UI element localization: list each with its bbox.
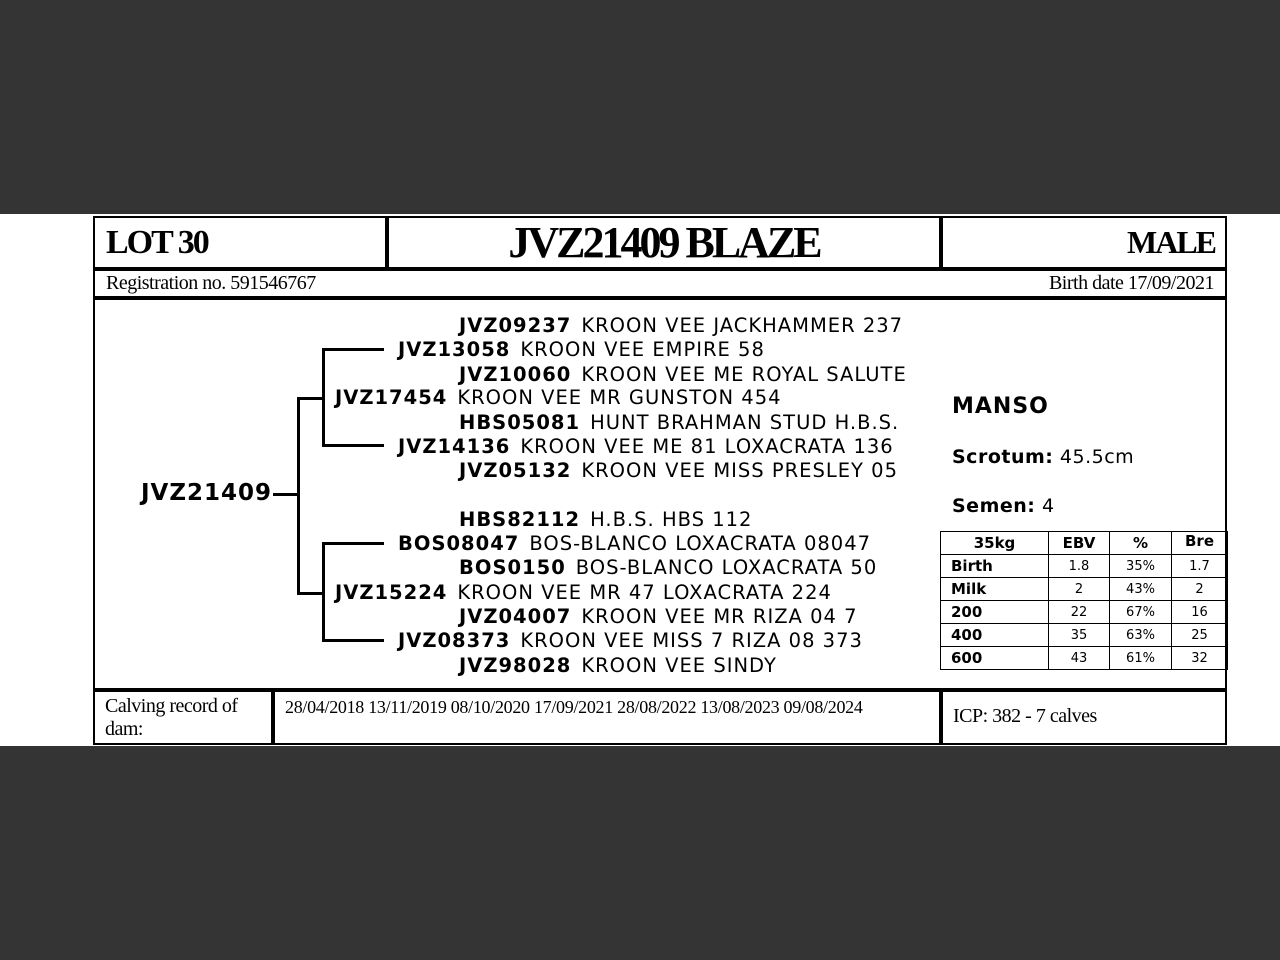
trait-cell: 600: [941, 647, 1049, 670]
pedigree-dss: HBS82112 H.B.S. HBS 112: [459, 508, 753, 531]
bre-cell: 2: [1172, 578, 1228, 601]
pedigree-sds: HBS05081 HUNT BRAHMAN STUD H.B.S.: [459, 411, 900, 434]
pct-cell: 61%: [1110, 647, 1172, 670]
lot-card: [0, 214, 1280, 746]
semen-stat: Semen: 4: [952, 495, 1055, 517]
dam-sire-connector: [322, 542, 384, 545]
sire-bracket-vertical: [322, 348, 325, 447]
calving-dates: 28/04/2018 13/11/2019 08/10/2020 17/09/2021 28/08/2022 13/08/2023 09/08/2024: [285, 697, 863, 717]
bre-cell: 16: [1172, 601, 1228, 624]
ebv-cell: 2: [1049, 578, 1110, 601]
pct-cell: 35%: [1110, 555, 1172, 578]
dam-dam-connector: [322, 639, 384, 642]
trait-cell: 400: [941, 624, 1049, 647]
table-row: [941, 647, 1228, 670]
pedigree-dds: JVZ04007 KROON VEE MR RIZA 04 7: [459, 605, 858, 628]
animal-sex: MALE: [1127, 224, 1215, 260]
ebv-cell: 1.8: [1049, 555, 1110, 578]
animal-title: JVZ21409 BLAZE: [508, 218, 820, 267]
dam-connector: [297, 592, 325, 595]
trait-cell: 200: [941, 601, 1049, 624]
table-row: [941, 601, 1228, 624]
ebv-table: [940, 531, 1228, 670]
icp-summary: ICP: 382 - 7 calves: [953, 705, 1097, 727]
registration-number: Registration no. 591546767: [106, 272, 316, 294]
parents-bracket-vertical: [297, 397, 300, 595]
stats-label: MANSO: [952, 394, 1049, 419]
bre-cell: 1.7: [1172, 555, 1228, 578]
pedigree-dd: JVZ08373 KROON VEE MISS 7 RIZA 08 373: [398, 629, 863, 652]
calving-label-cell: [93, 690, 273, 745]
pct-cell: 43%: [1110, 578, 1172, 601]
pedigree-sss: JVZ09237 KROON VEE JACKHAMMER 237: [459, 314, 904, 337]
table-row: [941, 578, 1228, 601]
table-row: [941, 555, 1228, 578]
dam-bracket-vertical: [322, 542, 325, 642]
pedigree-sd: JVZ14136 KROON VEE ME 81 LOXACRATA 136: [398, 435, 894, 458]
lot-cell: [93, 216, 387, 269]
pedigree-dsd: BOS0150 BOS-BLANCO LOXACRATA 50: [459, 556, 878, 579]
calving-dates-cell: [273, 690, 941, 745]
pedigree-ds: BOS08047 BOS-BLANCO LOXACRATA 08047: [398, 532, 872, 555]
sex-cell: [941, 216, 1227, 269]
sire-dam-connector: [322, 444, 384, 447]
bre-cell: 32: [1172, 647, 1228, 670]
pedigree-ddd: JVZ98028 KROON VEE SINDY: [459, 654, 777, 677]
title-cell: [387, 216, 941, 269]
icp-cell: [941, 690, 1227, 745]
trait-cell: Milk: [941, 578, 1049, 601]
calving-label: Calving record of dam:: [105, 695, 238, 740]
ebv-cell: 22: [1049, 601, 1110, 624]
ebv-cell: 43: [1049, 647, 1110, 670]
ebv-header-ebv: EBV: [1049, 532, 1110, 555]
pedigree-sire: JVZ17454 KROON VEE MR GUNSTON 454: [335, 386, 782, 409]
pedigree-sdd: JVZ05132 KROON VEE MISS PRESLEY 05: [459, 459, 898, 482]
pct-cell: 67%: [1110, 601, 1172, 624]
pedigree-dam: JVZ15224 KROON VEE MR 47 LOXACRATA 224: [335, 581, 832, 604]
ebv-header-bre: Bre: [1172, 532, 1228, 555]
ebv-header-pct: %: [1110, 532, 1172, 555]
sire-connector: [297, 397, 325, 400]
ebv-header-weight: 35kg: [941, 532, 1049, 555]
registration-row: [93, 269, 1227, 298]
trait-cell: Birth: [941, 555, 1049, 578]
lot-number: LOT 30: [106, 224, 208, 261]
pedigree-subject: JVZ21409: [141, 480, 273, 506]
birth-date: Birth date 17/09/2021: [1048, 272, 1214, 294]
ebv-cell: 35: [1049, 624, 1110, 647]
pedigree-ss: JVZ13058 KROON VEE EMPIRE 58: [398, 338, 765, 361]
subject-connector: [273, 493, 298, 496]
table-row: [941, 624, 1228, 647]
pedigree-ssd: JVZ10060 KROON VEE ME ROYAL SALUTE: [459, 363, 907, 386]
ebv-header-row: [941, 532, 1228, 555]
sire-sire-connector: [322, 348, 384, 351]
bre-cell: 25: [1172, 624, 1228, 647]
scrotum-stat: Scrotum: 45.5cm: [952, 446, 1135, 468]
pct-cell: 63%: [1110, 624, 1172, 647]
